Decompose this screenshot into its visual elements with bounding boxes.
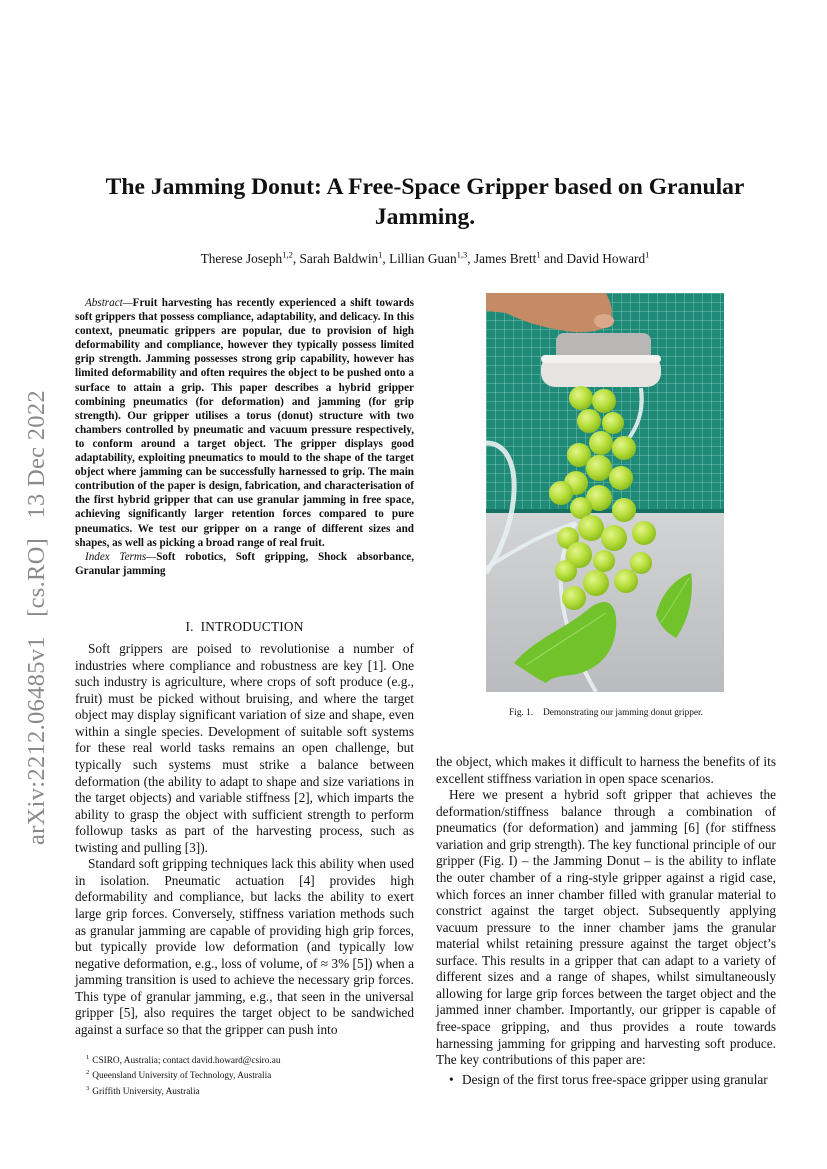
figure-caption-text: Demonstrating our jamming donut gripper. <box>543 708 703 718</box>
arxiv-watermark <box>22 345 52 845</box>
intro-right-column <box>436 754 776 1088</box>
grapes-gripper-illustration <box>486 293 724 692</box>
paragraph: Here we present a hybrid soft gripper that achieves the deformation/stiffness balance through a combination of pneumatics (for deformation) and jamming [6] (for stiffness variation and grip strength). The key functional principle of our gripper (Fig. I) – the Jamming Donut – is the ability to inflate the outer chamber of a ring-style gripper against a rigid case, which forces an inner chamber filled with granular material to constrict against the target object. Subsequently applying vacuum pressure to the inner chamber jams the granular material whilst retaining pressure against the target object’s surface. This results in a gripper that can adapt to a variety of different sizes and a range of shapes, whilst simultaneously allowing for large grip forces between the target object and the jammed inner chamber. Importantly, our gripper is capable of free-space gripping, and thus provides a route towards harnessing jamming for gripping and harvesting soft produce. The key contributions of this paper are: <box>436 787 776 1068</box>
section-title: INTRODUCTION <box>200 619 304 634</box>
author: James Brett$^1$ <box>473 249 541 266</box>
footnote: $^2$ Queensland University of Technology, Australia <box>86 1069 272 1082</box>
bullet-icon: • <box>449 1071 454 1087</box>
section-heading <box>75 619 414 635</box>
abstract-body: Abstract—Fruit harvesting has recently experienced a shift towards soft grippers that possess compliance, adaptability, and delicacy. In this context, pneumatic grippers are popular, due to provision of high deformability and compliance, however they typically possess limited grip strength. Jamming possesses strong grip capability, however has limited deformability and often requires the object to be pushed onto a surface to attain a grip. This paper describes a hybrid gripper combining pneumatics (for deformation) and jamming (for grip strength). Our gripper utilises a torus (donut) structure with two chambers controlled by pneumatic and vacuum pressure respectively, to conform around a target object. The gripper displays good adaptability, exploiting pneumatics to mould to the shape of the target object where jamming can be successfully harnessed to grip. The main contribution of the paper is design, fabrication, and characterisation of the first hybrid gripper that can use granular jamming in free space, achieving significantly larger retention forces compared to pure pneumatics. We test our gripper on a range of different sizes and shapes, as well as picking a broad range of real fruit. <box>75 297 414 549</box>
index-terms-label: Index Terms <box>85 550 147 563</box>
section-number: I. <box>185 619 194 634</box>
author: Therese Joseph$^{1,2}$ <box>200 249 293 266</box>
footnotes <box>86 1052 416 1098</box>
author-list: Therese Joseph$^{1,2}$, Sarah Baldwin$^1$, Lillian Guan$^{1,3}$, James Brett$^1$ and David Howard$^1$ <box>200 249 650 266</box>
index-terms-text: Soft robotics, Soft gripping, Shock absorbance, Granular jamming <box>75 550 414 577</box>
figure-caption <box>436 707 776 719</box>
author: Sarah Baldwin$^1$ <box>299 249 383 266</box>
figure-1-photo <box>486 293 724 692</box>
footnote: $^3$ Griffith University, Australia <box>86 1084 200 1097</box>
figure-label: Fig. 1. <box>509 708 534 718</box>
paragraph-continuation: the object, which makes it difficult to harness the benefits of its excellent stiffness variation in open space scenarios. <box>436 754 776 786</box>
author: David Howard$^1$ <box>566 249 650 266</box>
footnote: $^1$ CSIRO, Australia; contact david.howard@csiro.au <box>86 1054 281 1067</box>
author: Lillian Guan$^{1,3}$ <box>389 249 468 266</box>
index-terms: Index Terms—Soft robotics, Soft gripping, Shock absorbance, Granular jamming <box>75 550 414 577</box>
arxiv-date: 13 Dec 2022 <box>23 390 50 519</box>
intro-left-column <box>75 641 414 1039</box>
paper-title: The Jamming Donut: A Free-Space Gripper based on Granular Jamming. <box>105 174 745 230</box>
contributions-list <box>436 1072 776 1089</box>
paragraph: Standard soft gripping techniques lack this ability when used in isolation. Pneumatic actuation [4] provides high deformability and compliance, but lacks the ability to exert large grip forces. Conversely, stiffness variation methods such as granular jamming are capable of providing high grip forces, but typically provide low deformation (and typically low negative deformation, e.g., loss of volume, of ≈ 3% [5]) when a jamming transition is used to achieve the necessary grip forces. This type of granular jamming, e.g., that seen in the universal gripper [5], also requires the target object to be sandwiched against a surface so that the gripper can push into <box>75 856 414 1037</box>
abstract <box>75 296 414 578</box>
paragraph: Soft grippers are poised to revolutionise a number of industries where compliance and robustness are key [1]. One such industry is agriculture, where crops of soft produce (e.g., fruit) must be picked without bruising, and where the target object may display significant variation of size and shape, even within a single species. Development of suitable soft systems for these real world tasks remains an open challenge, but typically such systems must strike a balance between deformation (the ability to adapt to shape and size variations in the target objects) and variable stiffness [2], which imparts the ability to grasp the object with sufficient strength to perform followup tasks as part of the harvesting process, such as twisting and pulling [3]). <box>75 641 414 855</box>
abstract-text: Fruit harvesting has recently experienced a shift towards soft grippers that possess compliance, adaptability, and delicacy. In this context, pneumatic grippers are popular, due to provision of high deformability and compliance, however they typically possess limited grip strength. Jamming possesses strong grip capability, however has limited deformability and often requires the object to be pushed onto a surface to attain a grip. This paper describes a hybrid gripper combining pneumatics (for deformation) and jamming (for grip strength). Our gripper utilises a torus (donut) structure with two chambers controlled by pneumatic and vacuum pressure respectively, to conform around a target object. The gripper displays good adaptability, exploiting pneumatics to mould to the shape of the target object where jamming can be successfully harnessed to grip. The main contribution of the paper is design, fabrication, and characterisation of the first hybrid gripper that can use granular jamming in free space, achieving significantly larger retention forces compared to pure pneumatics. We test our gripper on a range of different sizes and shapes, as well as picking a broad range of real fruit. <box>75 297 414 549</box>
arxiv-id: arXiv:2212.06485v1 <box>23 636 50 845</box>
list-item: • Design of the first torus free-space gripper using granular <box>449 1071 768 1087</box>
abstract-label: Abstract <box>85 297 123 309</box>
arxiv-category: [cs.RO] <box>23 537 50 617</box>
